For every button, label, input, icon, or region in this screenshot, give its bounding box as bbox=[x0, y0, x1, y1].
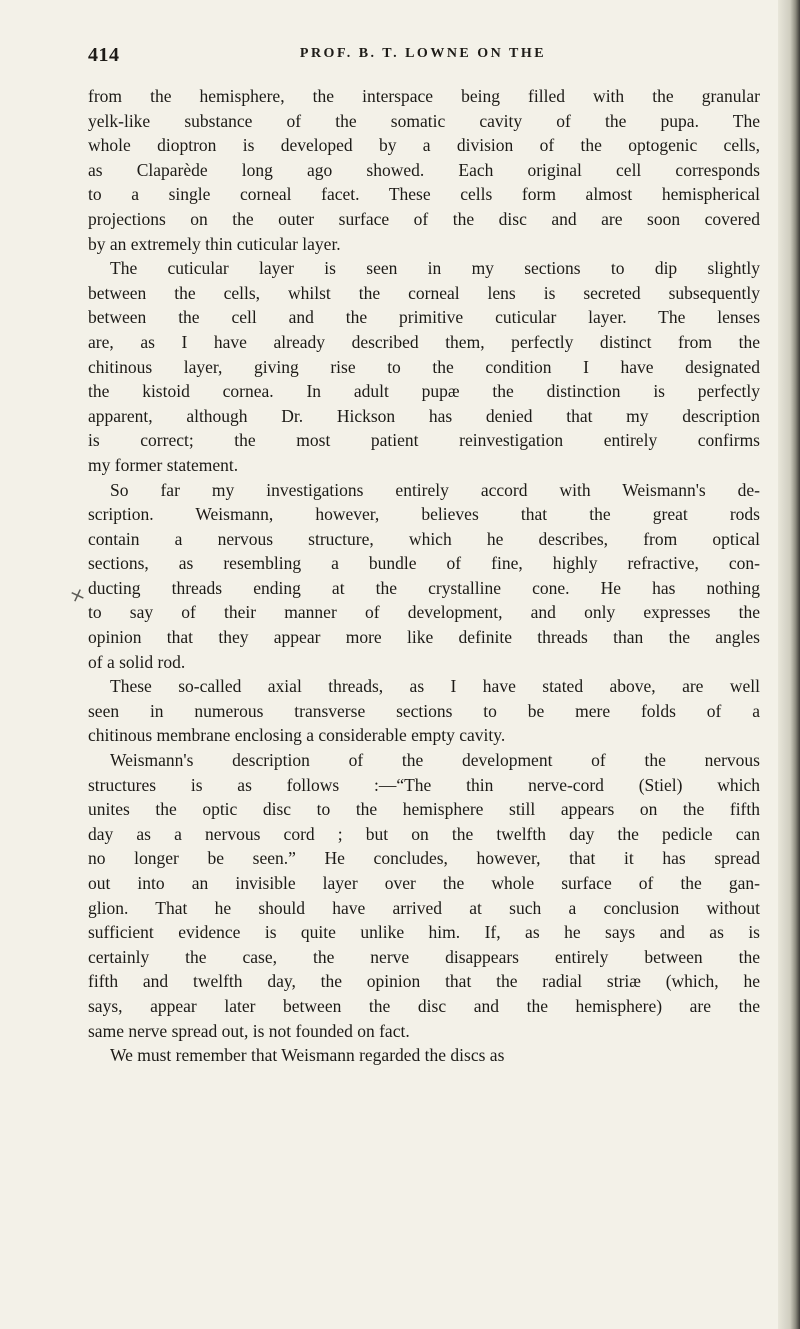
text-line: of a solid rod. bbox=[88, 651, 186, 672]
text-line: from the hemisphere, the interspace being filled with the granular bbox=[88, 86, 760, 106]
page-header bbox=[88, 44, 758, 74]
running-head: PROF. B. T. LOWNE ON THE bbox=[299, 46, 547, 61]
text-line: is correct; the most patient reinvestigation entirely confirms bbox=[88, 430, 760, 451]
body-text bbox=[88, 84, 760, 1068]
text-line: no longer be seen.” He concludes, however, that it has spread bbox=[88, 848, 760, 869]
text-line: contain a nervous structure, which he describes, from optical bbox=[88, 528, 760, 549]
text-line: yelk-like substance of the somatic cavity of the pupa. The bbox=[88, 110, 760, 131]
text-line: out into an invisible layer over the whole surface of the gan- bbox=[88, 873, 760, 893]
text-line: the kistoid cornea. In adult pupæ the distinction is perfectly bbox=[88, 381, 760, 402]
text-line: my former statement. bbox=[88, 454, 239, 475]
text-line: says, appear later between the disc and the hemisphere) are the bbox=[88, 995, 760, 1016]
text-line: between the cells, whilst the corneal lens is secreted subsequently bbox=[88, 282, 760, 303]
text-line: whole dioptron is developed by a division of the optogenic cells, bbox=[88, 135, 760, 156]
text-line: Weismann's description of the development of the nervous bbox=[110, 750, 760, 771]
text-line: So far my investigations entirely accord with Weismann's de- bbox=[110, 479, 760, 500]
text-line: by an extremely thin cuticular layer. bbox=[88, 233, 341, 254]
text-line: These so-called axial threads, as I have stated above, are well bbox=[110, 676, 760, 697]
text-line: sections, as resembling a bundle of fine, highly refractive, con- bbox=[88, 553, 760, 574]
text-line: ducting threads ending at the crystalline cone. He has nothing bbox=[88, 577, 760, 598]
text-line: between the cell and the primitive cuticular layer. The lenses bbox=[88, 307, 760, 328]
text-line: certainly the case, the nerve disappears entirely between the bbox=[88, 946, 760, 967]
text-line: same nerve spread out, is not founded on fact. bbox=[88, 1020, 410, 1041]
text-line: unites the optic disc to the hemisphere still appears on the fifth bbox=[88, 799, 760, 820]
text-line: sufficient evidence is quite unlike him. If, as he says and as is bbox=[88, 922, 760, 943]
page-number: 414 bbox=[88, 44, 120, 66]
margin-pencil-mark: × bbox=[66, 583, 89, 608]
page-edge-shadow bbox=[778, 0, 800, 1329]
text-line: are, as I have already described them, perfectly distinct from the bbox=[88, 331, 760, 352]
text-line: seen in numerous transverse sections to be mere folds of a bbox=[88, 700, 760, 721]
text-line: structures is as follows :—“The thin nerve-cord (Stiel) which bbox=[88, 774, 760, 795]
text-line: to a single corneal facet. These cells form almost hemispherical bbox=[88, 184, 760, 205]
text-line: opinion that they appear more like definite threads than the angles bbox=[88, 627, 760, 648]
text-line: chitinous membrane enclosing a considerable empty cavity. bbox=[88, 725, 506, 746]
text-line: scription. Weismann, however, believes that the great rods bbox=[88, 504, 760, 525]
text-line: We must remember that Weismann regarded the discs as bbox=[110, 1045, 505, 1066]
text-line: The cuticular layer is seen in my sections to dip slightly bbox=[110, 258, 760, 279]
text-line: day as a nervous cord ; but on the twelfth day the pedicle can bbox=[88, 823, 760, 844]
text-line: apparent, although Dr. Hickson has denied that my description bbox=[88, 405, 760, 426]
text-line: to say of their manner of development, and only expresses the bbox=[88, 602, 760, 623]
text-line: as Claparède long ago showed. Each original cell corresponds bbox=[88, 159, 760, 180]
text-line: fifth and twelfth day, the opinion that the radial striæ (which, he bbox=[88, 971, 760, 992]
text-line: projections on the outer surface of the disc and are soon covered bbox=[88, 208, 760, 229]
text-line: chitinous layer, giving rise to the condition I have designated bbox=[88, 356, 760, 377]
text-line: glion. That he should have arrived at such a conclusion without bbox=[88, 897, 760, 918]
